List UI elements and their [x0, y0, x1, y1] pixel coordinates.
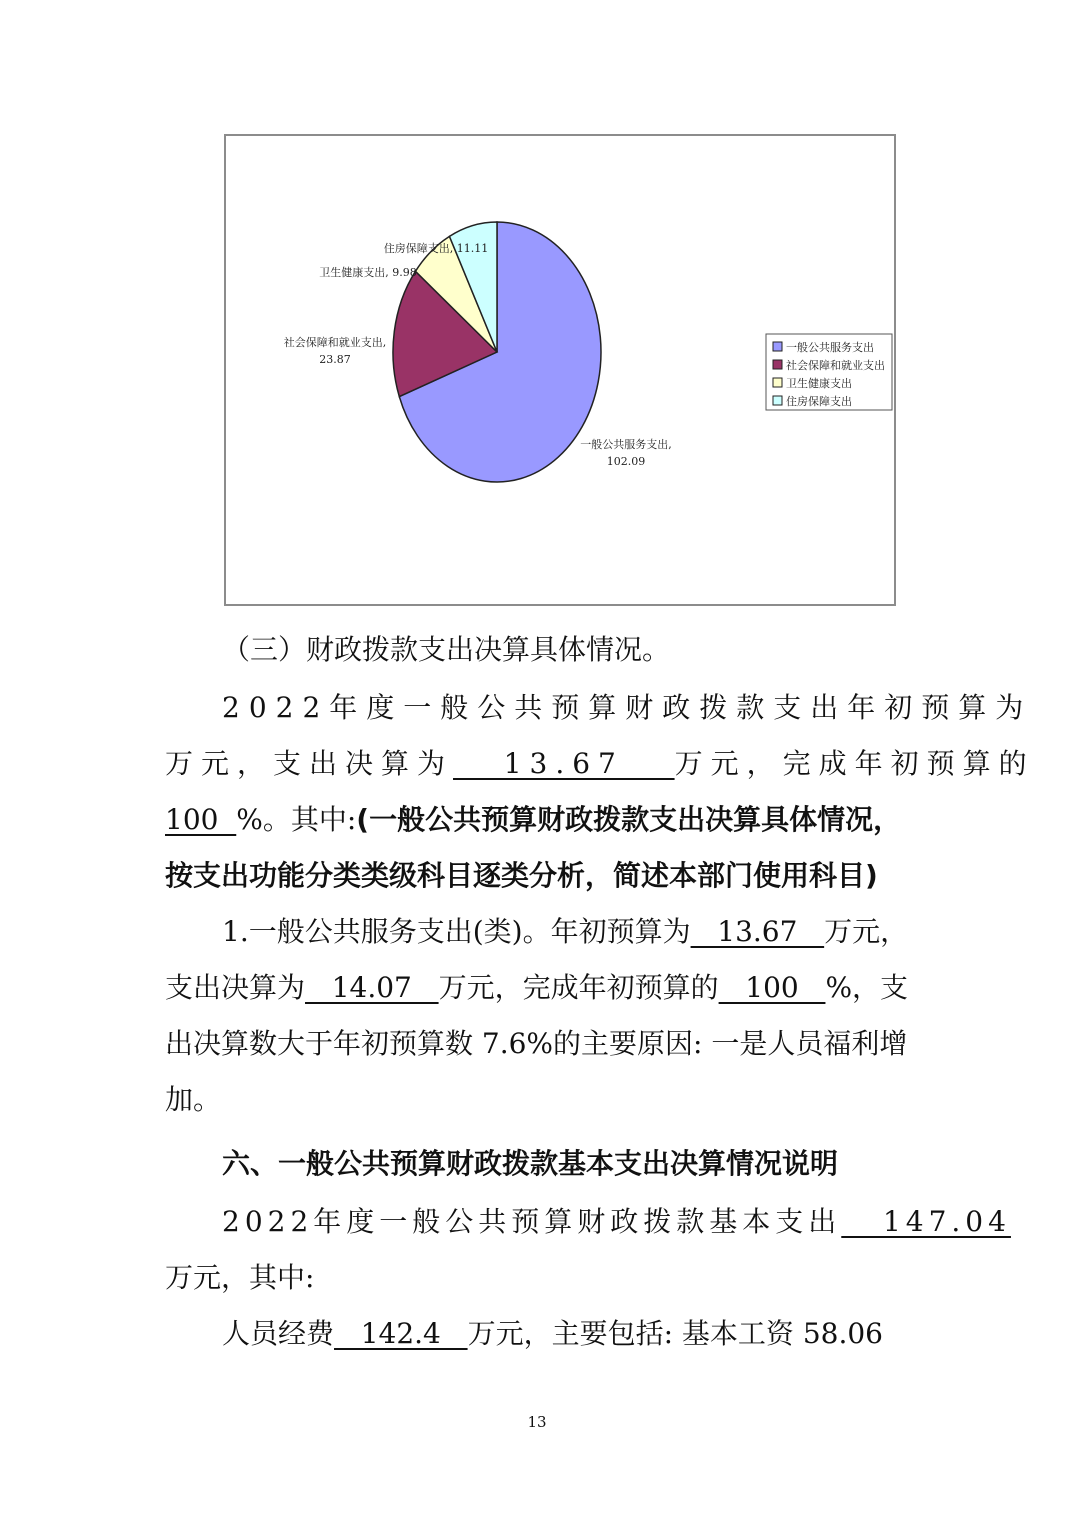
legend-swatch	[773, 396, 782, 405]
item1-line: 加。	[165, 1083, 222, 1116]
item1-line: 支出决算为 14.07 万元，完成年初预算的 100 %，支	[165, 971, 909, 1004]
legend-label: 住房保障支出	[786, 395, 852, 408]
paragraph-line: 2022年度一般公共预算财政拨款基本支出 147.04	[222, 1205, 1011, 1238]
paragraph-line: 万元，支出决算为 13.67 万元，完成年初预算的	[165, 747, 1035, 780]
slice-data-label: 卫生健康支出, 9.98	[319, 266, 417, 279]
legend-label: 卫生健康支出	[786, 377, 852, 390]
legend-swatch	[773, 378, 782, 387]
item1-final-value: 14.07	[305, 971, 439, 1004]
basic-expense-value: 147.04	[841, 1205, 1011, 1238]
slice-data-label: 社会保障和就业支出,	[283, 336, 387, 349]
legend-label: 社会保障和就业支出	[786, 359, 885, 372]
slice-data-label: 住房保障支出, 11.11	[383, 242, 489, 255]
item1-percent-value: 100	[718, 971, 826, 1004]
paragraph-line: 人员经费 142.4 万元，主要包括: 基本工资 58.06	[222, 1317, 883, 1350]
personnel-expense-value: 142.4	[334, 1317, 468, 1350]
value-13-67: 13.67	[453, 747, 675, 780]
legend-swatch	[773, 360, 782, 369]
paragraph-line: 2022年度一般公共预算财政拨款支出年初预算为	[222, 691, 1033, 724]
item1-budget-value: 13.67	[690, 915, 825, 948]
section3-heading: （三）财政拨款支出决算具体情况。	[222, 633, 671, 666]
slice-data-label: 一般公共服务支出,	[580, 438, 672, 451]
item1-line: 出决算数大于年初预算数 7.6%的主要原因: 一是人员福利增	[165, 1027, 908, 1060]
slice-data-value: 23.87	[319, 353, 351, 366]
legend-label: 一般公共服务支出	[786, 341, 874, 354]
paragraph-line: 万元，其中:	[165, 1261, 315, 1294]
slice-data-value: 102.09	[606, 455, 646, 468]
item1-line: 1.一般公共服务支出(类)。年初预算为 13.67 万元，	[222, 915, 909, 948]
pie-chart	[224, 134, 896, 606]
page-number: 13	[527, 1413, 547, 1431]
value-100: 100	[165, 803, 237, 836]
legend-swatch	[773, 342, 782, 351]
pie-chart-svg	[226, 136, 898, 608]
paragraph-line: 100 %。其中:(一般公共预算财政拨款支出决算具体情况，	[165, 803, 902, 836]
section6-heading: 六、一般公共预算财政拨款基本支出决算情况说明	[222, 1147, 839, 1180]
paragraph-line-bold: 按支出功能分类类级科目逐类分析，简述本部门使用科目)	[165, 859, 878, 892]
